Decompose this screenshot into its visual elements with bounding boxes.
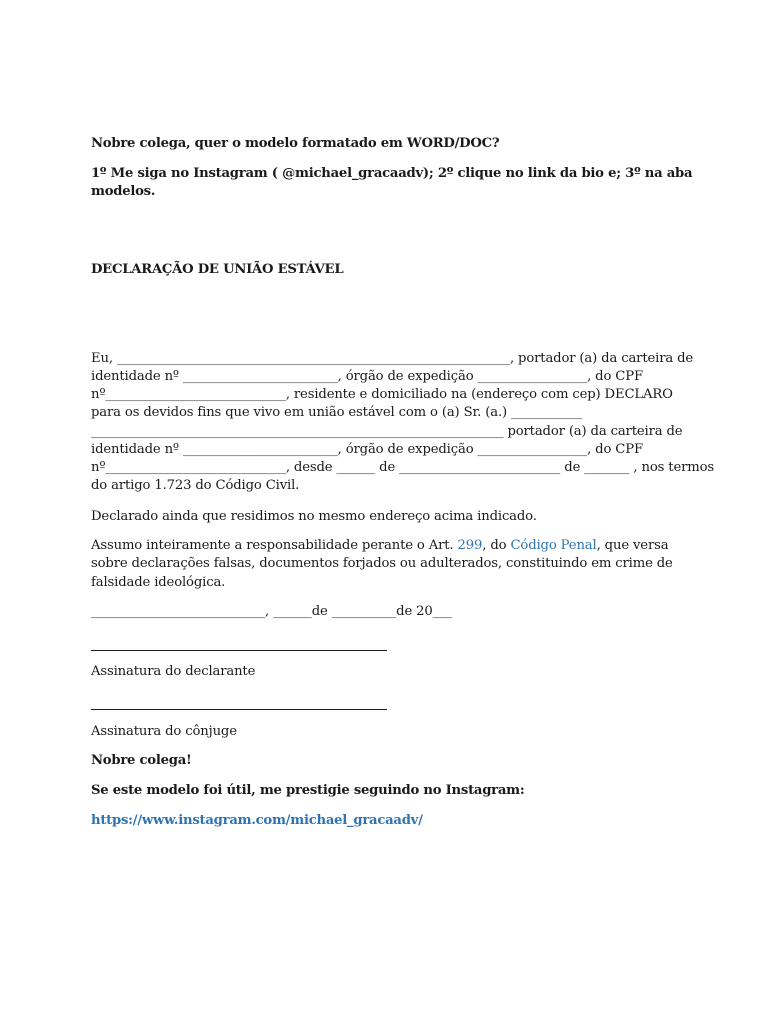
- follow-request: Se este modelo foi útil, me prestigie seguindo no Instagram:: [91, 783, 525, 798]
- responsibility-text-mid: , do: [482, 538, 511, 553]
- place-date-line: ___________________________, ______de __________de 20___: [91, 604, 452, 619]
- responsibility-text-pre: Assumo inteiramente a responsabilidade perante o Art.: [91, 538, 458, 553]
- responsibility-line-3: falsidade ideológica.: [91, 575, 226, 590]
- declarant-signature-line: [91, 650, 387, 651]
- body-line-6: identidade nº ________________________, órgão de expedição _________________, do CPF: [91, 442, 643, 457]
- spouse-signature-label: Assinatura do cônjuge: [91, 724, 237, 739]
- body-line-5: ________________________________________________________________ portador (a) da carteira de: [91, 424, 683, 439]
- instagram-link[interactable]: https://www.instagram.com/michael_gracaadv/: [91, 813, 423, 828]
- codigo-penal-link[interactable]: Código Penal: [510, 538, 597, 553]
- same-address-statement: Declarado ainda que residimos no mesmo endereço acima indicado.: [91, 509, 537, 524]
- body-line-7: nº____________________________, desde ______ de _________________________ de _______ , nos termos: [91, 460, 715, 475]
- body-line-8: do artigo 1.723 do Código Civil.: [91, 478, 300, 493]
- article-299-link[interactable]: 299: [457, 538, 483, 553]
- body-line-4: para os devidos fins que vivo em união estável com o (a) Sr. (a.) ___________: [91, 405, 582, 420]
- responsibility-text-post: , que versa: [596, 538, 669, 553]
- promo-instructions-line1: 1º Me siga no Instagram ( @michael_gracaadv); 2º clique no link da bio e; 3º na aba: [91, 166, 693, 181]
- spouse-signature-line: [91, 709, 387, 710]
- body-line-2: identidade nº ________________________, órgão de expedição _________________, do CPF: [91, 369, 643, 384]
- declarant-signature-label: Assinatura do declarante: [91, 664, 256, 679]
- promo-instructions-line2: modelos.: [91, 184, 156, 199]
- document-title: DECLARAÇÃO DE UNIÃO ESTÁVEL: [91, 262, 344, 277]
- body-line-1: Eu, _____________________________________________________________, portador (a) da carteira de: [91, 351, 694, 366]
- responsibility-line-2: sobre declarações falsas, documentos forjados ou adulterados, constituindo em crime de: [91, 556, 673, 571]
- promo-heading: Nobre colega, quer o modelo formatado em WORD/DOC?: [91, 136, 500, 151]
- responsibility-line-1: [91, 537, 668, 555]
- closing-greeting: Nobre colega!: [91, 753, 192, 768]
- body-line-3: nº____________________________, residente e domiciliado na (endereço com cep) DECLARO: [91, 387, 673, 402]
